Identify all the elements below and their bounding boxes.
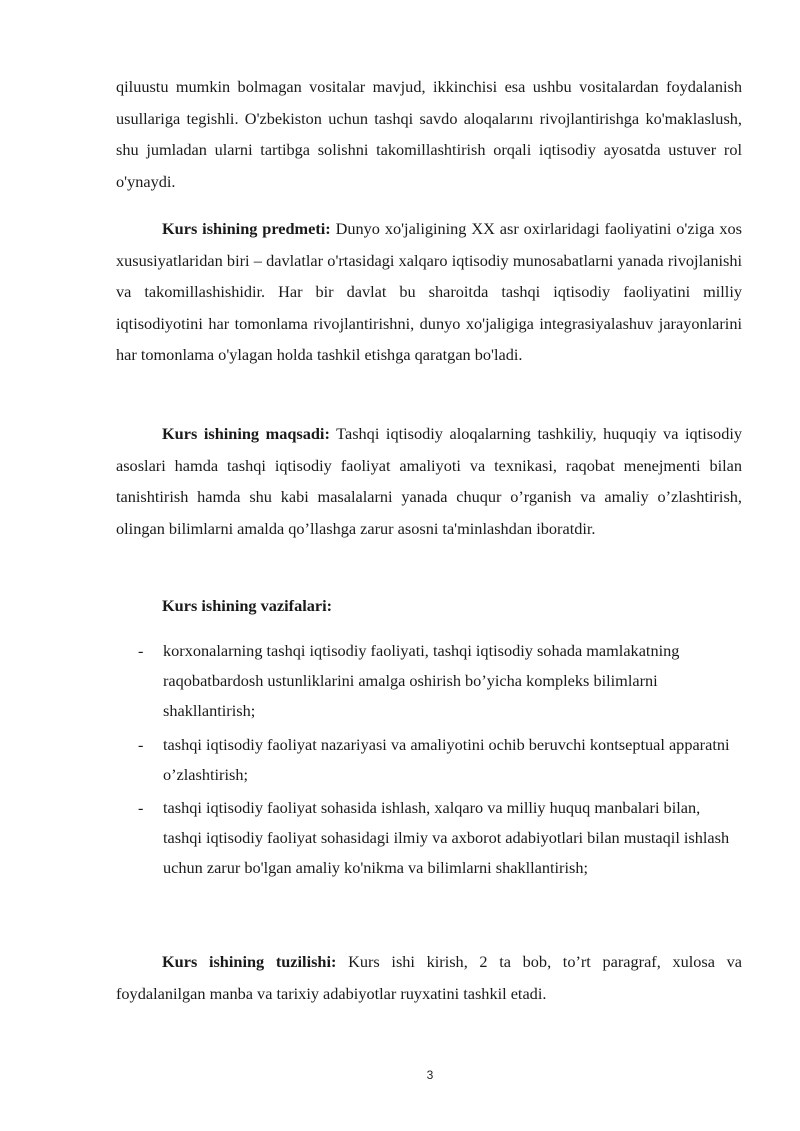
tasks-list (116, 636, 742, 884)
paragraph-structure-text (116, 946, 742, 1009)
paragraph-intro-text: qiluustu mumkin bolmagan vositalar mavjud, ikkinchisi esa ushbu vositalardan foydalanish usullariga tegishli. O'zbekiston uchun tashqi savdo aloqalarını rivojlantirishga ko'maklaslush, shu jumladan ularni tartibga solishni takomillashtirish orqali iqtisodiy ayosatda ustuver rol o'ynaydi. (116, 77, 742, 191)
list-marker: - (138, 798, 144, 818)
subject-body: Dunyo xo'jaligining XX asr oxirlaridagi faoliyatini o'ziga xos xususiyatlaridan biri – davlatlar o'rtasidagi xalqaro iqtisodiy munosabatlarni yanada rivojlanishi va takomillashishidir. Har bir davlat bu sharoitda tashqi iqtisodiy faoliyatini milliy iqtisodiyotini har tomonlama rivojlantirishni, dunyo xo'jaligiga integrasiyalashuv jarayonlarini har tomonlama o'ylagan holda tashkil etishga qaratgan bo'ladi. (116, 219, 742, 365)
paragraph-goal (116, 418, 742, 544)
page-number: 3 (426, 1068, 434, 1082)
goal-body: Tashqi iqtisodiy aloqalarning tashkiliy, huquqiy va iqtisodiy asoslari hamda tashqi iqtisodiy faoliyat amaliyoti va texnikasi, raqobat menejmenti bilan tanishtirish hamda shu kabi masalalarni yanada chuqur o’rganish va amaliy o’zlashtirish, olingan bilimlarni amalda qo’llashga zarur asosni ta'minlashdan iboratdir. (116, 424, 742, 538)
paragraph-subject (116, 213, 742, 371)
paragraph-goal-text (116, 418, 742, 544)
paragraph-subject-text (116, 213, 742, 371)
list-item-text: tashqi iqtisodiy faoliyat sohasida ishlash, xalqaro va milliy huquq manbalari bilan, tashqi iqtisodiy faoliyat sohasidagi ilmiy va axborot adabiyotlari bilan mustaqil ishlash uchun zarur bo'lgan amaliy ko'nikma va bilimlarni shakllantirish; (163, 798, 730, 878)
list-item (116, 730, 742, 790)
list-item (116, 636, 742, 727)
list-item (116, 793, 742, 884)
tasks-heading: Kurs ishining vazifalari: (162, 596, 333, 615)
structure-heading: Kurs ishining tuzilishi: (162, 952, 337, 971)
goal-heading: Kurs ishining maqsadi: (162, 424, 330, 443)
structure-body: Kurs ishi kirish, 2 ta bob, to’rt paragraf, xulosa va foydalanilgan manba va tarixiy adabiyotlar ruyxatini tashkil etadi. (116, 952, 742, 1003)
subject-heading: Kurs ishining predmeti: (162, 219, 331, 238)
list-marker: - (138, 641, 144, 660)
paragraph-structure (116, 946, 742, 1009)
list-marker: - (138, 734, 144, 754)
list-item-text: tashqi iqtisodiy faoliyat nazariyasi va amaliyotini ochib beruvchi kontseptual apparatni o’zlashtirish; (163, 734, 730, 784)
paragraph-intro (116, 71, 742, 197)
list-item-text: korxonalarning tashqi iqtisodiy faoliyati, tashqi iqtisodiy sohada mamlakatning raqobatbardosh ustunliklarini amalga oshirish bo’yicha kompleks bilimlarni shakllantirish; (163, 641, 680, 721)
